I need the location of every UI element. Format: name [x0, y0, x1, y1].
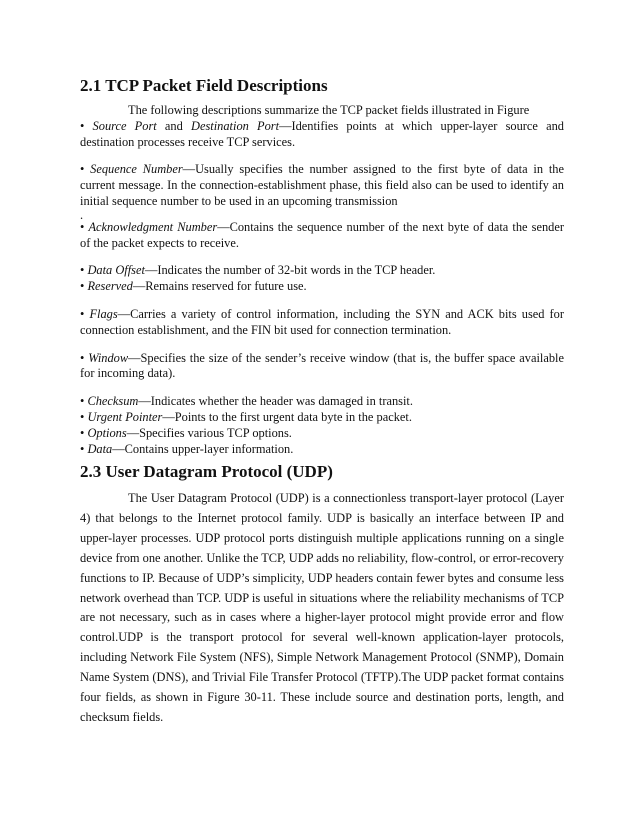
field-data — [80, 442, 564, 458]
tcp-field-descriptions — [80, 103, 564, 457]
field-checksum — [80, 394, 564, 410]
term-sequence-number: Sequence Number — [90, 162, 183, 177]
bullet: • — [80, 394, 85, 409]
tcp-intro: The following descriptions summarize the TCP packet fields illustrated in Figure — [128, 103, 530, 117]
bullet: • — [80, 263, 85, 278]
desc-ack: —Contains the sequence number of the next byte of data the sender of the packet expects to receive. — [80, 219, 564, 250]
bullet: • — [80, 219, 85, 234]
term-data-offset: Data Offset — [87, 263, 145, 278]
term-options: Options — [87, 425, 127, 440]
field-flags — [80, 307, 564, 339]
bullet: • — [80, 279, 85, 294]
desc-reserved: —Remains reserved for future use. — [132, 279, 307, 294]
term-checksum: Checksum — [87, 394, 139, 409]
desc-options: —Specifies various TCP options. — [126, 425, 292, 440]
field-reserved — [80, 279, 564, 295]
bullet: • — [80, 350, 85, 365]
udp-paragraph: The User Datagram Protocol (UDP) is a connectionless transport-layer protocol (Layer 4) that belongs to the Internet protocol family. UDP is basically an interface between IP and upper-layer processes. UDP protocol ports distinguish multiple applications running on a single device from one another. Unlike the TCP, UDP adds no reliability, flow-control, or error-recovery functions to IP. Because of UDP’s simplicity, UDP headers contain fewer bytes and consume less network overhead than TCP. UDP is useful in situations where the reliability mechanisms of TCP are not necessary, such as in cases where a higher-layer protocol might provide error and flow control.UDP is the transport protocol for several well-known application-layer protocols, including Network File System (NFS), Simple Network Management Protocol (SNMP), Domain Name System (DNS), and Trivial File Transfer Protocol (TFTP).The UDP packet format contains four fields, as shown in Figure 30-11. These include source and destination ports, length, and checksum fields. — [80, 491, 564, 724]
bullet: • — [80, 162, 85, 177]
bullet: • — [80, 306, 85, 321]
field-options — [80, 426, 564, 442]
desc-data-offset: —Indicates the number of 32-bit words in the TCP header. — [144, 263, 436, 278]
desc-flags: —Carries a variety of control information, including the SYN and ACK bits used for connection establishment, and the FIN bit used for connection termination. — [80, 306, 564, 337]
field-data-offset — [80, 263, 564, 279]
tcp-section-heading: 2.1 TCP Packet Field Descriptions — [80, 76, 328, 95]
term-data: Data — [87, 441, 113, 456]
field-window — [80, 351, 564, 383]
term-flags: Flags — [89, 306, 118, 321]
term-window: Window — [88, 350, 129, 365]
desc-ports: —Identifies points at which upper-layer source and destination processes receive TCP services. — [80, 118, 564, 149]
term-urgent-pointer: Urgent Pointer — [87, 409, 163, 424]
term-destination-port: Destination Port — [191, 118, 280, 133]
field-urgent-pointer — [80, 410, 564, 426]
term-reserved: Reserved — [87, 279, 133, 294]
bullet: • — [80, 441, 85, 456]
field-sequence — [80, 162, 564, 209]
stray-dot: . — [80, 207, 84, 222]
bullet: • — [80, 409, 85, 424]
field-ack — [80, 220, 564, 252]
desc-checksum: —Indicates whether the header was damaged in transit. — [138, 394, 413, 409]
bullet: • — [80, 118, 85, 133]
conj-and: and — [164, 118, 183, 133]
udp-section-body — [80, 489, 564, 728]
bullet: • — [80, 425, 85, 440]
desc-window: —Specifies the size of the sender’s receive window (that is, the buffer space available for incoming data). — [80, 350, 564, 381]
desc-urgent-pointer: —Points to the first urgent data byte in the packet. — [162, 409, 412, 424]
field-ports — [80, 119, 564, 151]
udp-section-heading: 2.3 User Datagram Protocol (UDP) — [80, 462, 333, 481]
desc-data: —Contains upper-layer information. — [112, 441, 294, 456]
desc-sequence: —Usually specifies the number assigned to the first byte of data in the current message. In the connection-establishment phase, this field also can be used to identify an initial sequence number to be used in an upcoming transmission — [80, 162, 564, 208]
term-acknowledgment-number: Acknowledgment Number — [88, 219, 218, 234]
term-source-port: Source Port — [92, 118, 157, 133]
